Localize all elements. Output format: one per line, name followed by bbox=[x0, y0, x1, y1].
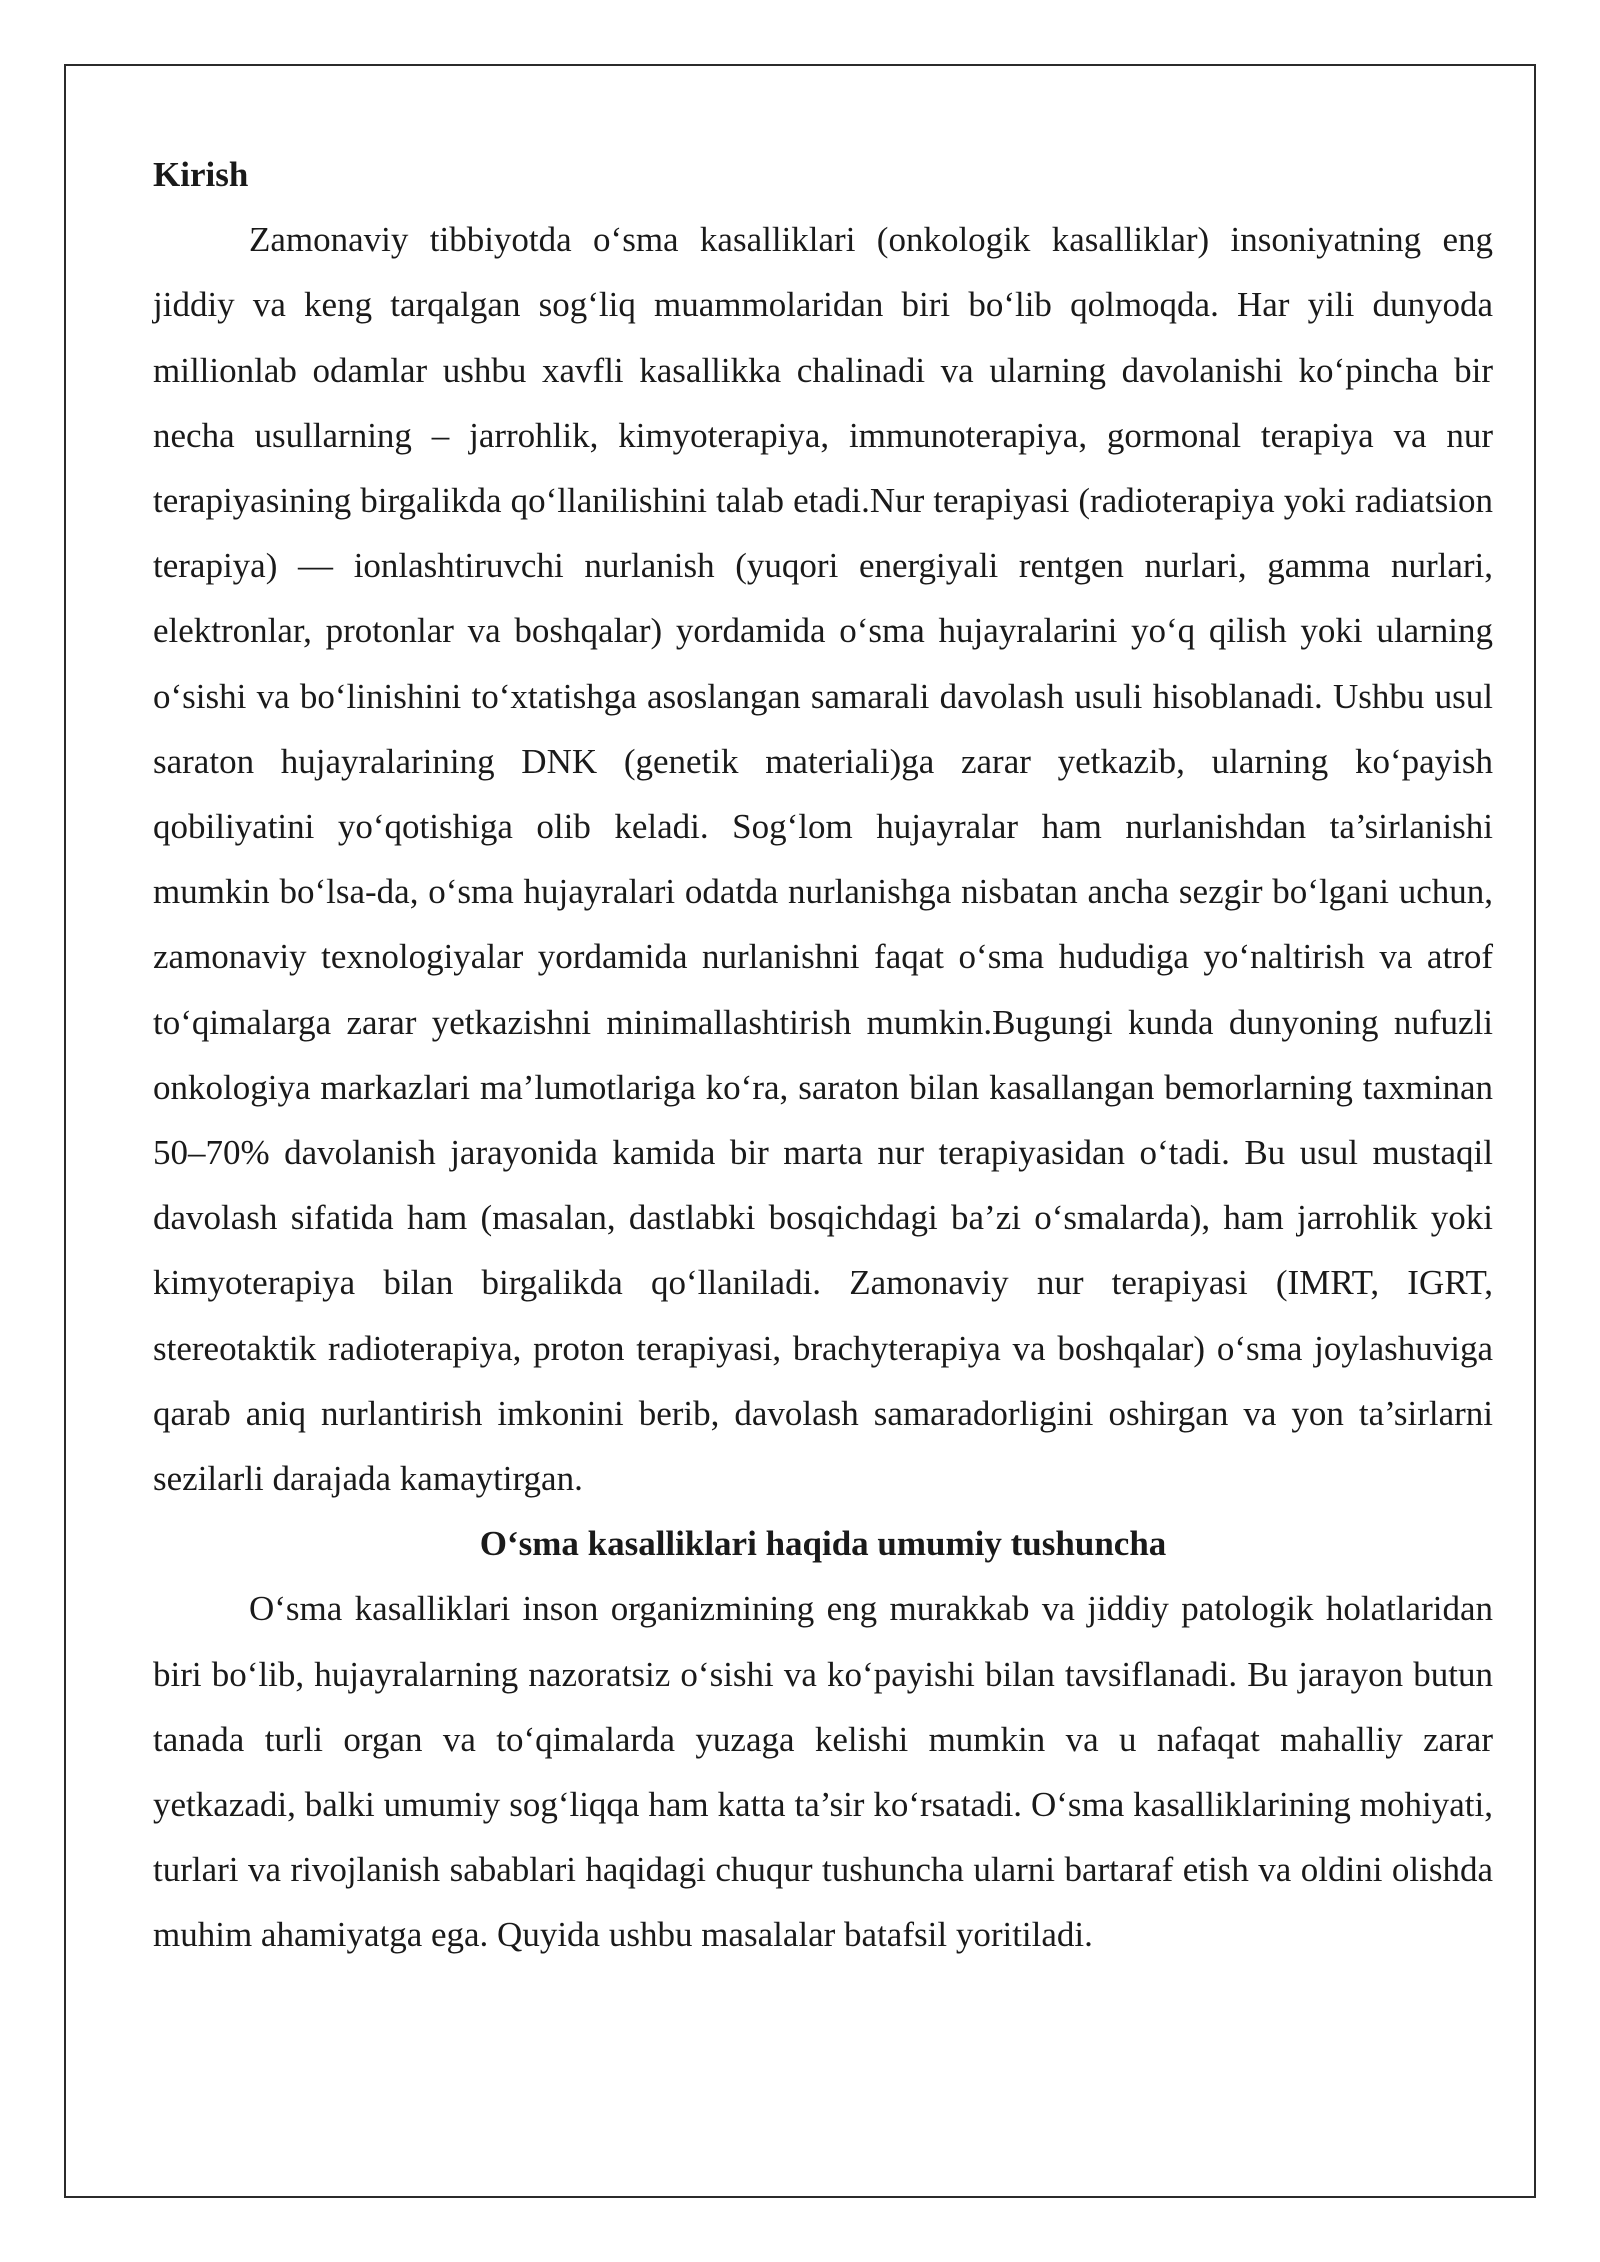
section-title-osma: O‘sma kasalliklari haqida umumiy tushuncha bbox=[479, 1524, 1167, 1564]
intro-paragraph: Zamonaviy tibbiyotda o‘sma kasalliklari (onkologik kasalliklar) insoniyatning eng jiddiy va keng tarqalgan sog‘liq muammolaridan biri bo‘lib qolmoqda. Har yili dunyoda millionlab odamlar ushbu xavfli kasallikka chalinadi va ularning davolanishi ko‘pincha bir necha usullarning – jarrohlik, kimyoterapiya, immunoterapiya, gormonal terapiya va nur terapiyasining birgalikda qo‘llanilishini talab etadi.Nur terapiyasi (radioterapiya yoki radiatsion terapiya) — ionlashtiruvchi nurlanish (yuqori energiyali rentgen nurlari, gamma nurlari, elektronlar, protonlar va boshqalar) yordamida o‘sma hujayralarini yo‘q qilish yoki ularning o‘sishi va bo‘linishini to‘xtatishga asoslangan samarali davolash usuli hisoblanadi. Ushbu usul saraton hujayralarining DNK (genetik materiali)ga zarar yetkazib, ularning ko‘payish qobiliyatini yo‘qotishiga olib keladi. Sog‘lom hujayralar ham nurlanishdan ta’sirlanishi mumkin bo‘lsa-da, o‘sma hujayralari odatda nurlanishga nisbatan ancha sezgir bo‘lgani uchun, zamonaviy texnologiyalar yordamida nurlanishni faqat o‘sma hududiga yo‘naltirish va atrof to‘qimalarga zarar yetkazishni minimallashtirish mumkin.Bugungi kunda dunyoning nufuzli onkologiya markazlari ma’lumotlariga ko‘ra, saraton bilan kasallangan bemorlarning taxminan 50–70% davolanish jarayonida kamida bir marta nur terapiyasidan o‘tadi. Bu usul mustaqil davolash sifatida ham (masalan, dastlabki bosqichdagi ba’zi o‘smalarda), ham jarrohlik yoki kimyoterapiya bilan birgalikda qo‘llaniladi. Zamonaviy nur terapiyasi (IMRT, IGRT, stereotaktik radioterapiya, proton terapiyasi, brachyterapiya va boshqalar) o‘sma joylashuviga qarab aniq nurlantirish imkonini berib, davolash samaradorligini oshirgan va yon ta’sirlarni sezilarli darajada kamaytirgan. bbox=[153, 220, 1493, 1499]
section-title-kirish: Kirish bbox=[153, 155, 249, 194]
osma-paragraph: O‘sma kasalliklari inson organizmining eng murakkab va jiddiy patologik holatlaridan biri bo‘lib, hujayralarning nazoratsiz o‘sishi va ko‘payishi bilan tavsiflanadi. Bu jarayon butun tanada turli organ va to‘qimalarda yuzaga kelishi mumkin va u nafaqat mahalliy zarar yetkazadi, balki umumiy sog‘liqqa ham katta ta’sir ko‘rsatadi. O‘sma kasalliklarining mohiyati, turlari va rivojlanish sabablari haqidagi chuqur tushuncha ularni bartaraf etish va oldini olishda muhim ahamiyatga ega. Quyida ushbu masalalar batafsil yoritiladi. bbox=[153, 1589, 1493, 1955]
document-body bbox=[153, 142, 1493, 1968]
